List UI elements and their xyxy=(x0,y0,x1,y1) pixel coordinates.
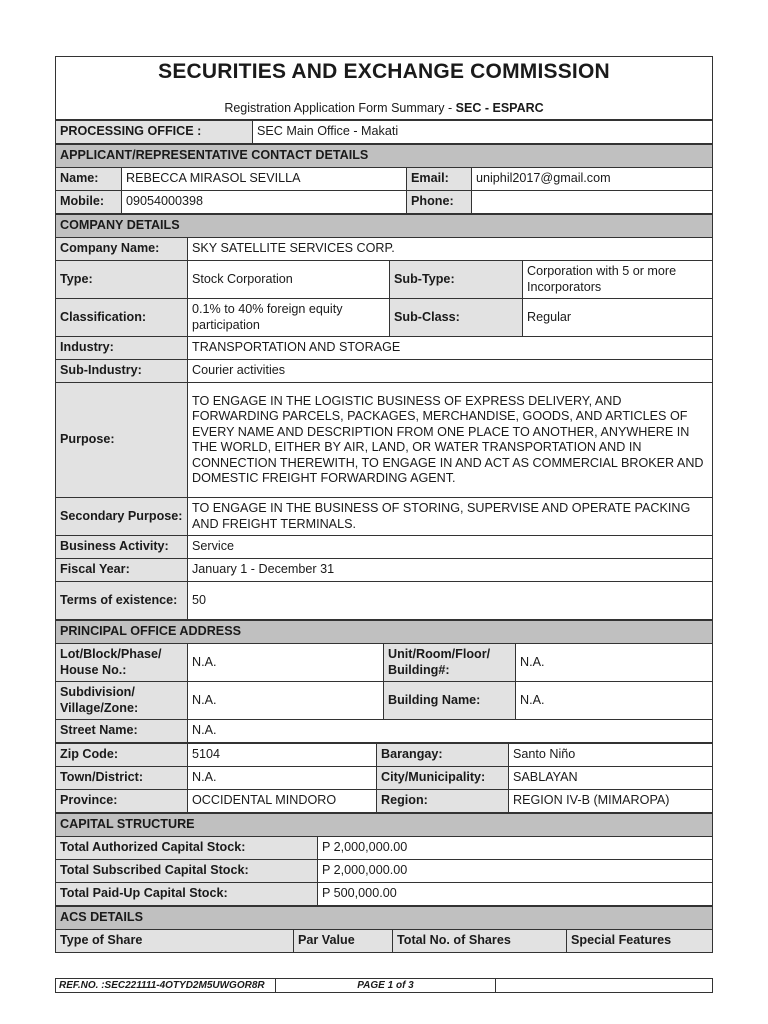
town-label: Town/District: xyxy=(56,767,188,790)
business-activity-value: Service xyxy=(188,536,713,559)
town-value: N.A. xyxy=(188,767,377,790)
acs-section-header: ACS DETAILS xyxy=(56,907,713,930)
phone-value xyxy=(472,191,713,214)
type-label: Type: xyxy=(56,261,188,299)
subtitle-system: SEC - ESPARC xyxy=(455,101,544,115)
building-name-value: N.A. xyxy=(516,682,713,720)
subdivision-value: N.A. xyxy=(188,682,384,720)
subclass-value: Regular xyxy=(523,299,713,337)
reference-number: REF.NO. :SEC221111-4OTYD2M5UWGOR8R xyxy=(56,979,276,993)
col-total-shares: Total No. of Shares xyxy=(393,930,567,953)
region-value: REGION IV-B (MIMAROPA) xyxy=(509,790,713,813)
street-label: Street Name: xyxy=(56,720,188,743)
col-special-features: Special Features xyxy=(567,930,713,953)
processing-office-table xyxy=(55,120,713,144)
address-table-bottom xyxy=(55,743,713,813)
company-section-header: COMPANY DETAILS xyxy=(56,215,713,238)
fiscal-year-label: Fiscal Year: xyxy=(56,559,188,582)
phone-label: Phone: xyxy=(407,191,472,214)
purpose-label: Purpose: xyxy=(56,383,188,498)
capital-section-header: CAPITAL STRUCTURE xyxy=(56,814,713,837)
classification-value: 0.1% to 40% foreign equity participation xyxy=(188,299,390,337)
company-name-label: Company Name: xyxy=(56,238,188,261)
city-value: SABLAYAN xyxy=(509,767,713,790)
footer-table xyxy=(55,978,713,993)
zip-value: 5104 xyxy=(188,744,377,767)
contact-details-table xyxy=(55,144,713,214)
lot-value: N.A. xyxy=(188,644,384,682)
authorized-capital-label: Total Authorized Capital Stock: xyxy=(56,837,318,860)
address-section-header: PRINCIPAL OFFICE ADDRESS xyxy=(56,621,713,644)
company-name-value: SKY SATELLITE SERVICES CORP. xyxy=(188,238,713,261)
company-details-table xyxy=(55,214,713,620)
unit-label: Unit/Room/Floor/ Building#: xyxy=(384,644,516,682)
secondary-purpose-value: TO ENGAGE IN THE BUSINESS OF STORING, SUPERVISE AND OPERATE PACKING AND FREIGHT TERMINALS. xyxy=(188,498,713,536)
mobile-label: Mobile: xyxy=(56,191,122,214)
barangay-value: Santo Niño xyxy=(509,744,713,767)
page-number: PAGE 1 of 3 xyxy=(276,979,496,993)
purpose-value: TO ENGAGE IN THE LOGISTIC BUSINESS OF EXPRESS DELIVERY, AND FORWARDING PARCELS, PACKAGES, MERCHANDISE, GOODS, AND ARTICLES OF EVERY NAME AND DESCRIPTION FROM ONE PLACE TO ANOTHER, ANYWHERE IN THE WORLD, EITHER BY AIR, LAND, OR WATER TRANSPORTATION AND IN CONNECTION THEREWITH, TO ENGAGE IN AND ACT AS COMMERCIAL BROKER AND DOMESTIC FREIGHT FORWARDING AGENT. xyxy=(188,383,713,498)
processing-office-value: SEC Main Office - Makati xyxy=(253,121,713,144)
type-value: Stock Corporation xyxy=(188,261,390,299)
fiscal-year-value: January 1 - December 31 xyxy=(188,559,713,582)
email-label: Email: xyxy=(407,168,472,191)
col-par-value: Par Value xyxy=(294,930,393,953)
terms-value: 50 xyxy=(188,582,713,620)
page-footer xyxy=(55,978,713,993)
subindustry-value: Courier activities xyxy=(188,360,713,383)
applicant-name-label: Name: xyxy=(56,168,122,191)
capital-structure-table xyxy=(55,813,713,906)
industry-value: TRANSPORTATION AND STORAGE xyxy=(188,337,713,360)
subtype-value: Corporation with 5 or more Incorporators xyxy=(523,261,713,299)
processing-office-label: PROCESSING OFFICE : xyxy=(56,121,253,144)
unit-value: N.A. xyxy=(516,644,713,682)
col-type-of-share: Type of Share xyxy=(56,930,294,953)
subscribed-capital-label: Total Subscribed Capital Stock: xyxy=(56,860,318,883)
paidup-capital-value: P 500,000.00 xyxy=(318,883,713,906)
classification-label: Classification: xyxy=(56,299,188,337)
province-value: OCCIDENTAL MINDORO xyxy=(188,790,377,813)
page-title: SECURITIES AND EXCHANGE COMMISSION xyxy=(158,60,610,83)
authorized-capital-value: P 2,000,000.00 xyxy=(318,837,713,860)
registration-summary-form xyxy=(55,56,713,953)
province-label: Province: xyxy=(56,790,188,813)
subclass-label: Sub-Class: xyxy=(390,299,523,337)
region-label: Region: xyxy=(377,790,509,813)
building-name-label: Building Name: xyxy=(384,682,516,720)
address-table-top xyxy=(55,620,713,743)
applicant-name-value: REBECCA MIRASOL SEVILLA xyxy=(122,168,407,191)
industry-label: Industry: xyxy=(56,337,188,360)
zip-label: Zip Code: xyxy=(56,744,188,767)
city-label: City/Municipality: xyxy=(377,767,509,790)
business-activity-label: Business Activity: xyxy=(56,536,188,559)
email-value: uniphil2017@gmail.com xyxy=(472,168,713,191)
lot-label: Lot/Block/Phase/ House No.: xyxy=(56,644,188,682)
barangay-label: Barangay: xyxy=(377,744,509,767)
subtitle-prefix: Registration Application Form Summary - xyxy=(224,101,456,115)
terms-label: Terms of existence: xyxy=(56,582,188,620)
paidup-capital-label: Total Paid-Up Capital Stock: xyxy=(56,883,318,906)
footer-blank xyxy=(496,979,713,993)
subscribed-capital-value: P 2,000,000.00 xyxy=(318,860,713,883)
street-value: N.A. xyxy=(188,720,713,743)
acs-details-table xyxy=(55,906,713,953)
contact-section-header: APPLICANT/REPRESENTATIVE CONTACT DETAILS xyxy=(56,145,713,168)
subindustry-label: Sub-Industry: xyxy=(56,360,188,383)
form-subtitle xyxy=(56,101,712,115)
subtype-label: Sub-Type: xyxy=(390,261,523,299)
form-header xyxy=(55,56,713,120)
secondary-purpose-label: Secondary Purpose: xyxy=(56,498,188,536)
mobile-value: 09054000398 xyxy=(122,191,407,214)
subdivision-label: Subdivision/ Village/Zone: xyxy=(56,682,188,720)
